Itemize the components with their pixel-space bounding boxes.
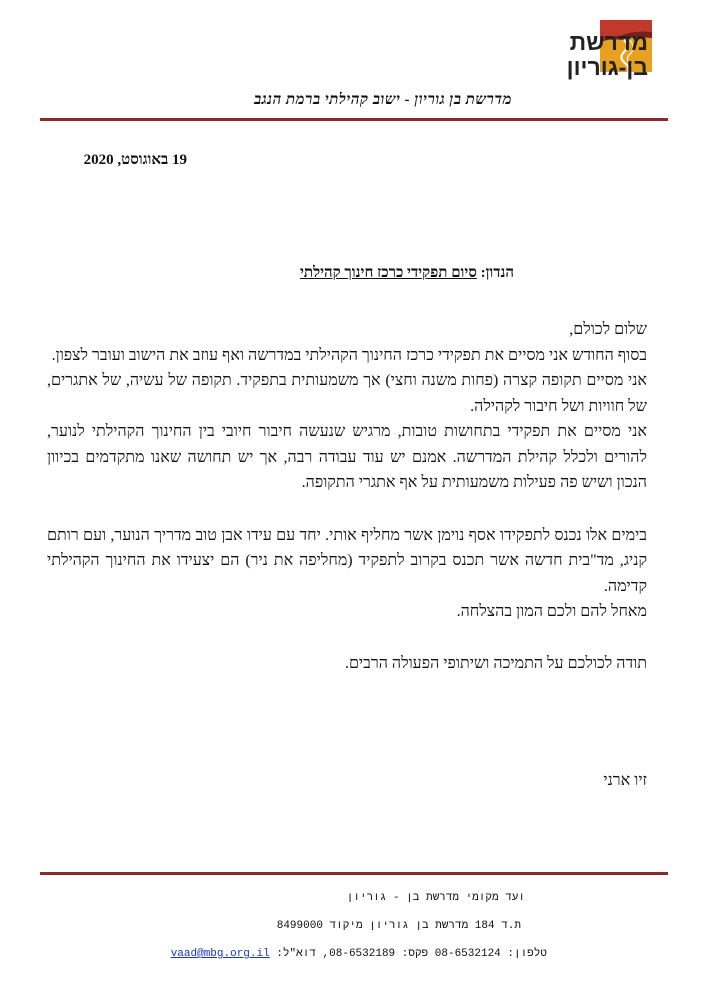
footer-email-link[interactable]: vaad@mbg.org.il [170,948,270,960]
footer-line-3 [67,940,547,968]
footer-phone-fax: טלפון: 08-6532124 פקס: 08-6532189, דוא"ל: [276,948,547,960]
letter-subject [300,265,514,282]
header-subtitle: מדרשת בן גוריון - ישוב קהילתי ברמת הנגב [254,92,512,108]
letter-body [47,317,647,676]
footer-line-2: ת.ד 184 מדרשת בן גוריון מיקוד 8499000 [276,920,521,932]
footer-divider [40,872,668,875]
subject-prefix: הנדון: [480,265,514,281]
logo-text [518,30,648,80]
paragraph-5: מאחל להם ולכם המון בהצלחה. [456,603,647,620]
footer-contact [67,884,547,968]
subject-text: סיום תפקידי כרכז חינוך קהילתי [299,265,477,281]
logo-line-1: מדרשת [569,29,648,55]
paragraph-6: תודה לכולכם על התמיכה ושיתופי הפעולה הרבים. [344,654,647,672]
footer-line-1: ועד מקומי מדרשת בן - גוריון [346,892,525,904]
greeting: שלום לכולם, [569,321,647,338]
logo-line-2: בן-גוריון [566,54,648,80]
letter-date: 19 באוגוסט, 2020 [83,152,187,168]
paragraph-1: בסוף החודש אני מסיים את תפקידי כרכז החינוך הקהילתי במדרשה ואף עוזב את הישוב ועובר לצפון. [51,346,647,364]
paragraph-3: אני מסיים את תפקידי בתחושות טובות, מרגיש שנעשה חיבור חיובי בין החינוך הקהילתי לנוער, להורים ולכלל קהילת המדרשה. אמנם יש עוד עבודה רבה, אך יש תחושה שאנו מתקדמים בכיוון הנכון ושיש פה פעילות משמעותית על אף אתגרי התקופה. [47,423,647,491]
paragraph-2: אני מסיים תקופה קצרה (פחות משנה וחצי) אך משמעותית בתפקיד. תקופה של עשיה, של אתגרים, של חוויות ושל חיבור לקהילה. [47,372,647,415]
signature: זיו ארני [603,772,647,789]
paragraph-4: בימים אלו נכנס לתפקידו אסף נוימן אשר מחליף אותי. יחד עם עידו אבן טוב מדריך הנוער, ועם רותם קניג, מד"בית חדשה אשר תכנס בקרוב לתפקיד (מחליפה את ניר) הם יצעידו את החינוך הקהילתי קדימה. [47,526,647,595]
header-divider [40,118,668,121]
